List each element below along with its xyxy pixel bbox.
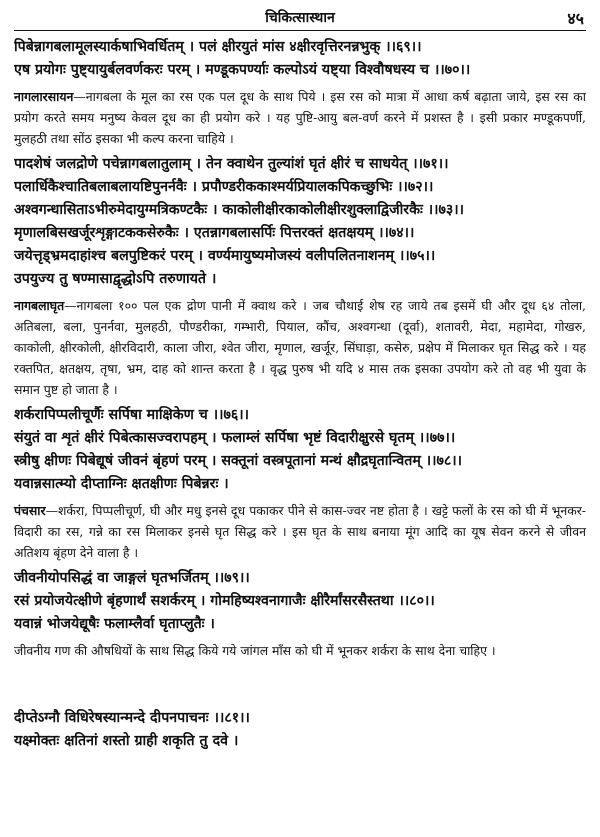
commentary-paragraph xyxy=(14,295,586,400)
commentary-paragraph xyxy=(14,86,586,149)
commentary-term: नागलारसायन xyxy=(14,89,74,104)
commentary-text: —नागबला के मूल का रस एक पल दूध के साथ पिये । इस रस को मात्रा में आधा कर्ष बढ़ाता जाये, इस रस का प्रयोग करते समय मनुष्य केवल दूध का ही प्रयोग करे । यह पुष्टि-आयु बल-वर्ण करने में प्रशस्त है । इसी प्रकार मण्डूकपर्णी, मुलहठी तथा सोंठ इसका भी कल्प करना चाहिये । xyxy=(14,89,586,146)
verse-line: यक्ष्मोक्तः क्षतिनां शस्तो ग्राही शकृति तु दवे । xyxy=(14,733,239,749)
verse-line: मृणालबिसखर्जूरशृङ्गाटककसेरुकैः । एतन्नागबलासर्पिः पित्तरक्तं क्षतक्षयम् ।।७४।। xyxy=(14,225,415,241)
verse-line: स्त्रीषु क्षीणः पिबेद्यूषं जीवनं बृंहणं परम् । सक्तूनां वस्त्रपूतानां मन्थं क्षौद्रघृतान्वितम् ।।७८।। xyxy=(14,453,463,469)
verse-line: पादशेषं जलद्रोणे पचेन्नागबलातुलाम् । तेन क्वाथेन तुल्यांशं घृतं क्षीरं च साधयेत् ।।७१।। xyxy=(14,156,449,172)
blank-space xyxy=(14,665,586,707)
verse-line: उपयुज्य तु षण्मासाद्वृद्धोऽपि तरुणायते । xyxy=(14,271,217,287)
commentary-text: —नागबला १०० पल एक द्रोण पानी में क्वाथ करे । जब चौथाई शेष रह जाये तब इसमें घी और दूध ६४ तोला, अतिबला, बला, पुनर्नवा, मुलहठी, पौण्डरीका, गम्भारी, पियाल, कौंच, अश्वगन्धा (दूर्वा), शतावरी, मेदा, महामेदा, गोखरु, काकोली, क्षीरकोली, क्षीरविदारी, काला जीरा, श्वेत जीरा, मृणाल, खर्जूर, सिंघाड़ा, कसेरु, प्रक्षेप में मिलाकर घृत सिद्ध करे । यह रक्तपित, क्षतक्षय, तृषा, भ्रम, दाह को शान्त करता है । वृद्ध पुरुष भी यदि ४ मास तक इसका उपयोग करे तो वह भी युवा के समान पुष्ट हो जाता है । xyxy=(14,298,586,397)
commentary-text: —शर्करा, पिप्पलीचूर्ण, घी और मधु इनसे दूध पकाकर पीने से कास-ज्वर नष्ट होता है । खट्टे फलों के रस को घी में भूनकर-विदारी का रस, गन्ने का रस मिलाकर इनसे घृत सिद्ध करे । इस घृत के साथ बनाया मूंग आदि का यूष सेवन करने से जीवन अतिशय बृंहण देने वाला है । xyxy=(14,503,586,560)
page-body xyxy=(14,36,586,753)
verse-line: जयेत्तृड्भ्रमदाहांश्च बलपुष्टिकरं परम् । वर्ण्यमायुष्यमोजस्यं वलीपलितनाशनम् ।।७५।। xyxy=(14,248,436,264)
verse-line: यवान्नसात्म्यो दीप्ताग्निः क्षतक्षीणः पिबेन्नरः । xyxy=(14,476,229,492)
commentary-paragraph xyxy=(14,500,586,563)
commentary-term: नागबलाघृत xyxy=(14,298,65,313)
verse-line: अश्वगन्धासिताऽभीरुमेदायुग्मत्रिकण्टकैः । काकोलीक्षीरकाकोलीक्षीरशुक्लाद्विजीरकैः ।।७३।। xyxy=(14,202,465,218)
commentary-term: पंचसार xyxy=(14,503,46,518)
commentary-text: जीवनीय गण की औषधियों के साथ सिद्ध किये गये जांगल माँस को घी में भूनकर शर्करा के साथ देना चाहिए । xyxy=(14,643,496,658)
verse-line: दीप्तेऽग्नौ विधिरेषस्यान्मन्दे दीपनपाचनः ।।८१।। xyxy=(14,710,250,726)
page-number: ४५ xyxy=(567,9,584,28)
verse-line: रसं प्रयोजयेत्क्षीणे बृंहणार्थं सशर्करम् । गोमहिष्यश्वनागाजैः क्षीरैर्मांसरसैस्तथा ।।८०।। xyxy=(14,593,435,609)
chapter-title: चिकित्सास्थान xyxy=(265,10,335,26)
commentary-paragraph xyxy=(14,640,586,661)
verse-line: पलार्धिकैश्चातिबलाबलायष्टिपुनर्नवैः । प्रपौण्डरीककाश्मर्यप्रियालकपिकच्छुभिः ।।७२।। xyxy=(14,179,434,195)
page-header xyxy=(14,6,586,31)
verse-line: यवान्नं भोजयेद्यूषैः फलाम्लैर्वा घृताप्लुतैः । xyxy=(14,616,215,632)
verse-line: पिबेन्नागबलामूलस्यार्कषाभिवर्धितम् । पलं क्षीरयुतं मांस ४क्षीरवृत्तिरनन्नभुक् ।।६९।। xyxy=(14,39,422,55)
verse-line: संयुतं वा शृतं क्षीरं पिबेत्कासज्वरापहम् । फलाम्लं सर्पिषा भृष्टं विदारीक्षुरसे घृतम् ।।७७।। xyxy=(14,430,456,446)
verse-line: शर्करापिप्पलीचूर्णैः सर्पिषा माक्षिकेण च ।।७६।। xyxy=(14,407,249,423)
verse-line: एष प्रयोगः पुष्ट्यायुर्बलवर्णकरः परम् । मण्डूकपर्ण्याः कल्पोऽयं यष्ट्या विश्वौषधस्य च ।।७०।। xyxy=(14,62,471,78)
verse-line: जीवनीयोपसिद्धं वा जाङ्गलं घृतभर्जितम् ।।७९।। xyxy=(14,570,250,586)
